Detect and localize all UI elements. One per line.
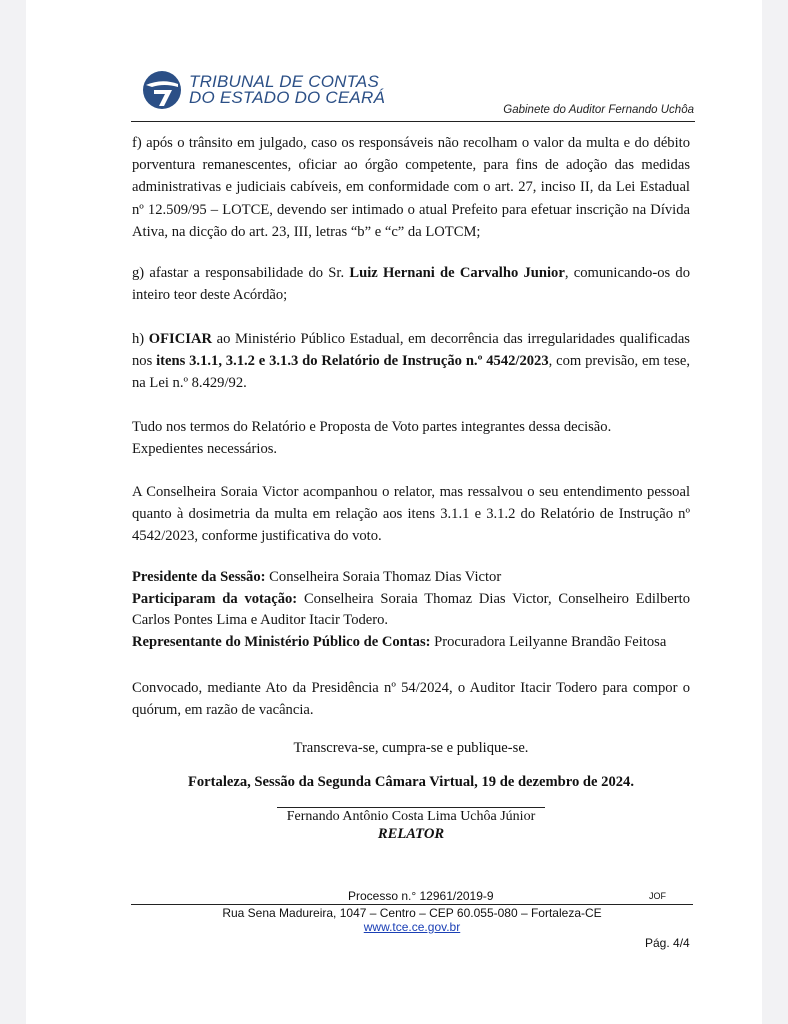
page-number: Pág. 4/4 <box>645 936 690 950</box>
item-h-text-mid: ao Ministério Público Estadual, em decorrência das irregularidades qualificadas nos <box>132 331 690 370</box>
item-h-oficiar: OFICIAR <box>148 331 213 347</box>
participaram-value: Conselheira Soraia Thomaz Dias Victor, Conselheiro Edilberto Carlos Pontes Lima e Auditor Itacir Todero. <box>132 590 690 628</box>
representante-value: Procuradora Leilyanne Brandão Feitosa <box>430 633 667 650</box>
header-divider <box>131 121 695 122</box>
item-g-paragraph <box>132 262 690 306</box>
footer-website <box>132 920 692 934</box>
logo-text-line2: DO ESTADO DO CEARÁ <box>189 88 385 107</box>
participaram-line <box>132 589 690 632</box>
presidente-label: Presidente da Sessão: <box>132 569 266 585</box>
session-info <box>132 567 690 653</box>
item-f-paragraph: f) após o trânsito em julgado, caso os responsáveis não recolham o valor da multa e do débito porventura remanescentes, oficiar ao órgão competente, para fins de adoção das medidas administrativas e judiciais cabíveis, em conformidade com o art. 27, inciso II, da Lei Estadual nº 12.509/95 – LOTCE, devendo ser intimado o atual Prefeito para efetuar inscrição na Dívida Ativa, na dicção do art. 23, III, letras “b” e “c” da LOTCM; <box>132 135 690 240</box>
footer-divider <box>131 904 693 905</box>
signature-line <box>277 807 545 808</box>
item-g-name: Luiz Hernani de Carvalho Junior <box>349 265 565 281</box>
processo-number: Processo n.° 12961/2019-9 <box>348 889 494 903</box>
representante-label: Representante do Ministério Público de Contas: <box>132 633 431 650</box>
tudo-paragraph <box>132 416 690 460</box>
tudo-line1: Tudo nos termos do Relatório e Proposta de Voto partes integrantes dessa decisão. <box>132 419 612 435</box>
tudo-line2: Expedientes necessários. <box>132 441 278 458</box>
signatory-role: RELATOR <box>377 826 445 842</box>
convocado-paragraph: Convocado, mediante Ato da Presidência nº 54/2024, o Auditor Itacir Todero para compor o quórum, em razão de vacância. <box>132 680 690 719</box>
item-h-text-post: , com previsão, em tese, na Lei n.º 8.429/92. <box>132 353 691 392</box>
representante-line <box>132 632 690 654</box>
transcreva-line: Transcreva-se, cumpra-se e publique-se. <box>293 740 529 756</box>
logo-text-line1: TRIBUNAL DE CONTAS <box>189 72 380 91</box>
item-g-text-post: , comunicando-os do inteiro teor deste Acórdão; <box>132 265 690 304</box>
presidente-line <box>132 567 690 589</box>
item-h-prefix: h) <box>132 331 149 347</box>
item-g-text-pre: g) afastar a responsabilidade do Sr. <box>132 265 350 281</box>
footer-address: Rua Sena Madureira, 1047 – Centro – CEP 60.055-080 – Fortaleza-CE <box>222 906 602 920</box>
item-h-paragraph <box>132 328 690 395</box>
participaram-label: Participaram da votação: <box>132 590 298 607</box>
fortaleza-session-line: Fortaleza, Sessão da Segunda Câmara Virtual, 19 de dezembro de 2024. <box>187 774 635 790</box>
tce-logo-icon <box>142 70 182 110</box>
website-link[interactable]: www.tce.ce.gov.br <box>363 920 461 934</box>
conselheira-paragraph: A Conselheira Soraia Victor acompanhou o relator, mas ressalvou o seu entendimento pessoal quanto à dosimetria da multa em relação aos itens 3.1.1 e 3.1.2 do Relatório de Instrução nº 4542/2023, conforme justificativa do voto. <box>132 484 690 545</box>
item-h-itens: itens 3.1.1, 3.1.2 e 3.1.3 do Relatório de Instrução n.º 4542/2023 <box>156 353 549 370</box>
presidente-value: Conselheira Soraia Thomaz Dias Victor <box>265 569 502 585</box>
signatory-name: Fernando Antônio Costa Lima Uchôa Júnior <box>286 809 536 824</box>
gabinete-label: Gabinete do Auditor Fernando Uchôa <box>503 104 694 116</box>
jof-initials: JOF <box>649 891 666 901</box>
